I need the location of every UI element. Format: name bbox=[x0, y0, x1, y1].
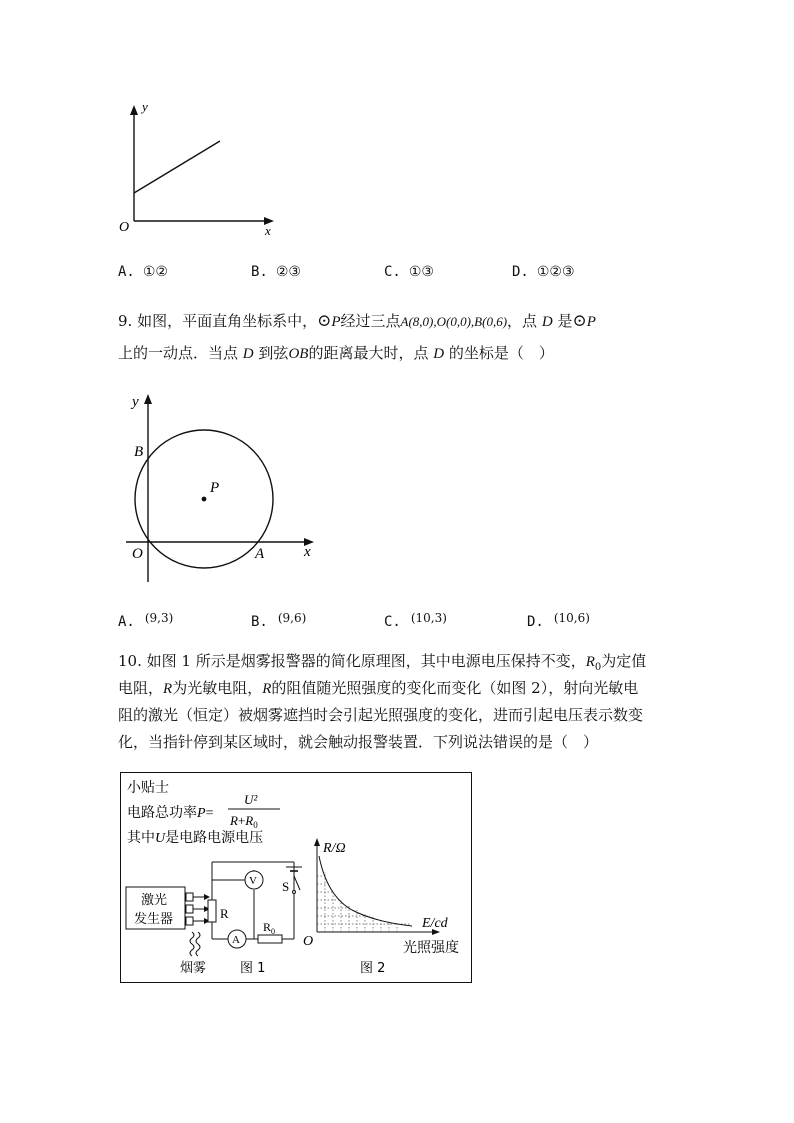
tip-p: P bbox=[197, 806, 206, 821]
q9-option-c[interactable] bbox=[384, 611, 447, 630]
q9-line-1 bbox=[118, 306, 596, 337]
tip-numerator: U² bbox=[244, 792, 258, 807]
fig1-caption: 图 1 bbox=[240, 961, 266, 976]
origin-label: O bbox=[119, 220, 130, 235]
chord-ob: OB bbox=[288, 346, 309, 362]
q10-text: 阻的激光（恒定）被烟雾遮挡时会引起光照强度的变化，进而引起电压表示数变 bbox=[118, 706, 644, 724]
q8-option-a[interactable] bbox=[118, 264, 168, 280]
var-p: P bbox=[586, 314, 596, 330]
den-sub: 0 bbox=[253, 820, 258, 830]
option-text: (9,3) bbox=[144, 611, 174, 625]
tip-text: 其中 bbox=[127, 830, 155, 846]
circle-graph bbox=[118, 388, 328, 588]
option-text: (9,6) bbox=[277, 611, 307, 625]
x-label: x bbox=[304, 544, 311, 560]
den-r: R bbox=[230, 813, 238, 828]
var-p: P bbox=[331, 314, 341, 330]
circle-symbol: ⊙ bbox=[572, 311, 587, 331]
q10-text: 电阻， bbox=[118, 679, 164, 697]
graph-y-label bbox=[322, 841, 346, 856]
tip-title: 小贴士 bbox=[127, 780, 169, 796]
q9-option-a[interactable] bbox=[118, 611, 174, 630]
tip-eq: = bbox=[205, 806, 214, 821]
tip-line-2 bbox=[127, 804, 214, 821]
var-r: R bbox=[262, 681, 272, 697]
den-plus: + bbox=[237, 813, 246, 828]
laser-label-2: 发生器 bbox=[134, 912, 174, 927]
den-r0: R bbox=[245, 813, 254, 828]
q10-text: 化，当指针停到某区域时，就会触动报警装置．下列说法错误的是（ ） bbox=[118, 733, 599, 751]
option-text: (10,3) bbox=[410, 611, 447, 625]
option-letter: D. bbox=[527, 614, 544, 630]
y-axis-arrow bbox=[144, 394, 152, 404]
option-text: ①③ bbox=[408, 264, 434, 280]
r0-main: R bbox=[263, 920, 272, 934]
q9-line-2 bbox=[118, 338, 554, 369]
option-letter: B. bbox=[251, 614, 268, 630]
q10-text: 为定值 bbox=[601, 652, 647, 670]
graph-x-label: E/cd bbox=[422, 916, 448, 931]
linear-graph bbox=[110, 95, 290, 240]
var-r0: R bbox=[585, 654, 595, 670]
q9-text: 是 bbox=[557, 312, 573, 330]
q9-text: 上的一动点．当点 bbox=[118, 344, 239, 362]
r0-sub: 0 bbox=[271, 927, 276, 936]
option-letter: A. bbox=[118, 614, 135, 630]
option-text: (10,6) bbox=[553, 611, 590, 625]
circuit-figure bbox=[120, 772, 472, 983]
q9-text: 的距离最大时，点 bbox=[308, 344, 429, 362]
voltmeter-label: V bbox=[249, 875, 257, 887]
q10-text: 10. 如图 1 所示是烟雾报警器的简化原理图，其中电源电压保持不变， bbox=[118, 652, 586, 670]
resistor-r0 bbox=[258, 935, 282, 943]
points-list: A(8,0),O(0,0),B(0,6) bbox=[400, 314, 508, 329]
q8-option-c[interactable] bbox=[384, 264, 434, 280]
p-label: P bbox=[210, 480, 220, 496]
q8-option-b[interactable] bbox=[251, 264, 301, 280]
option-text: ①② bbox=[142, 264, 168, 280]
q10-line-4 bbox=[118, 727, 598, 757]
tip-u: U bbox=[155, 831, 166, 846]
tip-text: 是电路电源电压 bbox=[165, 830, 264, 846]
graph-y-label-text: R/Ω bbox=[323, 841, 346, 856]
switch-label: S bbox=[282, 879, 290, 894]
tip-text: 电路总功率 bbox=[127, 805, 197, 821]
q9-option-d[interactable] bbox=[527, 611, 590, 630]
option-letter: C. bbox=[384, 614, 401, 630]
option-text: ①②③ bbox=[536, 264, 575, 280]
graph-x-caption: 光照强度 bbox=[403, 940, 459, 956]
laser-label-1: 激光 bbox=[141, 893, 168, 908]
switch-contact bbox=[293, 891, 296, 894]
circle-symbol: ⊙ bbox=[317, 311, 332, 331]
photoresistor-r bbox=[208, 900, 216, 922]
fig2-caption: 图 2 bbox=[360, 961, 386, 976]
o-label: O bbox=[132, 546, 143, 562]
q9-text: 9. 如图，平面直角坐标系中， bbox=[118, 312, 318, 330]
q9-text: 经过三点 bbox=[340, 312, 401, 330]
var-d: D bbox=[433, 346, 445, 362]
var-d: D bbox=[242, 346, 254, 362]
option-letter: B. bbox=[251, 264, 268, 280]
q10-line-3 bbox=[118, 700, 643, 730]
var-r: R bbox=[163, 681, 173, 697]
x-axis-label: x bbox=[265, 223, 271, 238]
q9-text: 的坐标是（ ） bbox=[448, 344, 554, 362]
y-axis-label: y bbox=[142, 99, 148, 114]
y-label: y bbox=[132, 394, 139, 410]
b-label: B bbox=[134, 444, 144, 460]
q9-option-b[interactable] bbox=[251, 611, 307, 630]
q9-text: 到弦 bbox=[258, 344, 289, 362]
option-text: ②③ bbox=[275, 264, 301, 280]
a-label: A bbox=[255, 546, 265, 562]
option-letter: D. bbox=[512, 264, 529, 280]
tip-line-3 bbox=[127, 829, 263, 846]
var-r0-sub: 0 bbox=[594, 662, 602, 673]
center-point bbox=[202, 497, 207, 502]
graph-origin: O bbox=[303, 934, 314, 949]
q10-text: 为光敏电阻， bbox=[172, 679, 263, 697]
var-d: D bbox=[541, 314, 553, 330]
y-axis-arrow bbox=[130, 105, 138, 115]
option-letter: A. bbox=[118, 264, 135, 280]
smoke-label: 烟雾 bbox=[180, 961, 207, 976]
q10-text: 的阻值随光照强度的变化而变化（如图 2），射向光敏电 bbox=[271, 679, 639, 697]
ammeter-label: A bbox=[232, 934, 240, 946]
r-label: R bbox=[220, 906, 229, 921]
q8-option-d[interactable] bbox=[512, 264, 575, 280]
graph-line bbox=[134, 141, 220, 193]
q9-text: ，点 bbox=[507, 312, 538, 330]
option-letter: C. bbox=[384, 264, 401, 280]
